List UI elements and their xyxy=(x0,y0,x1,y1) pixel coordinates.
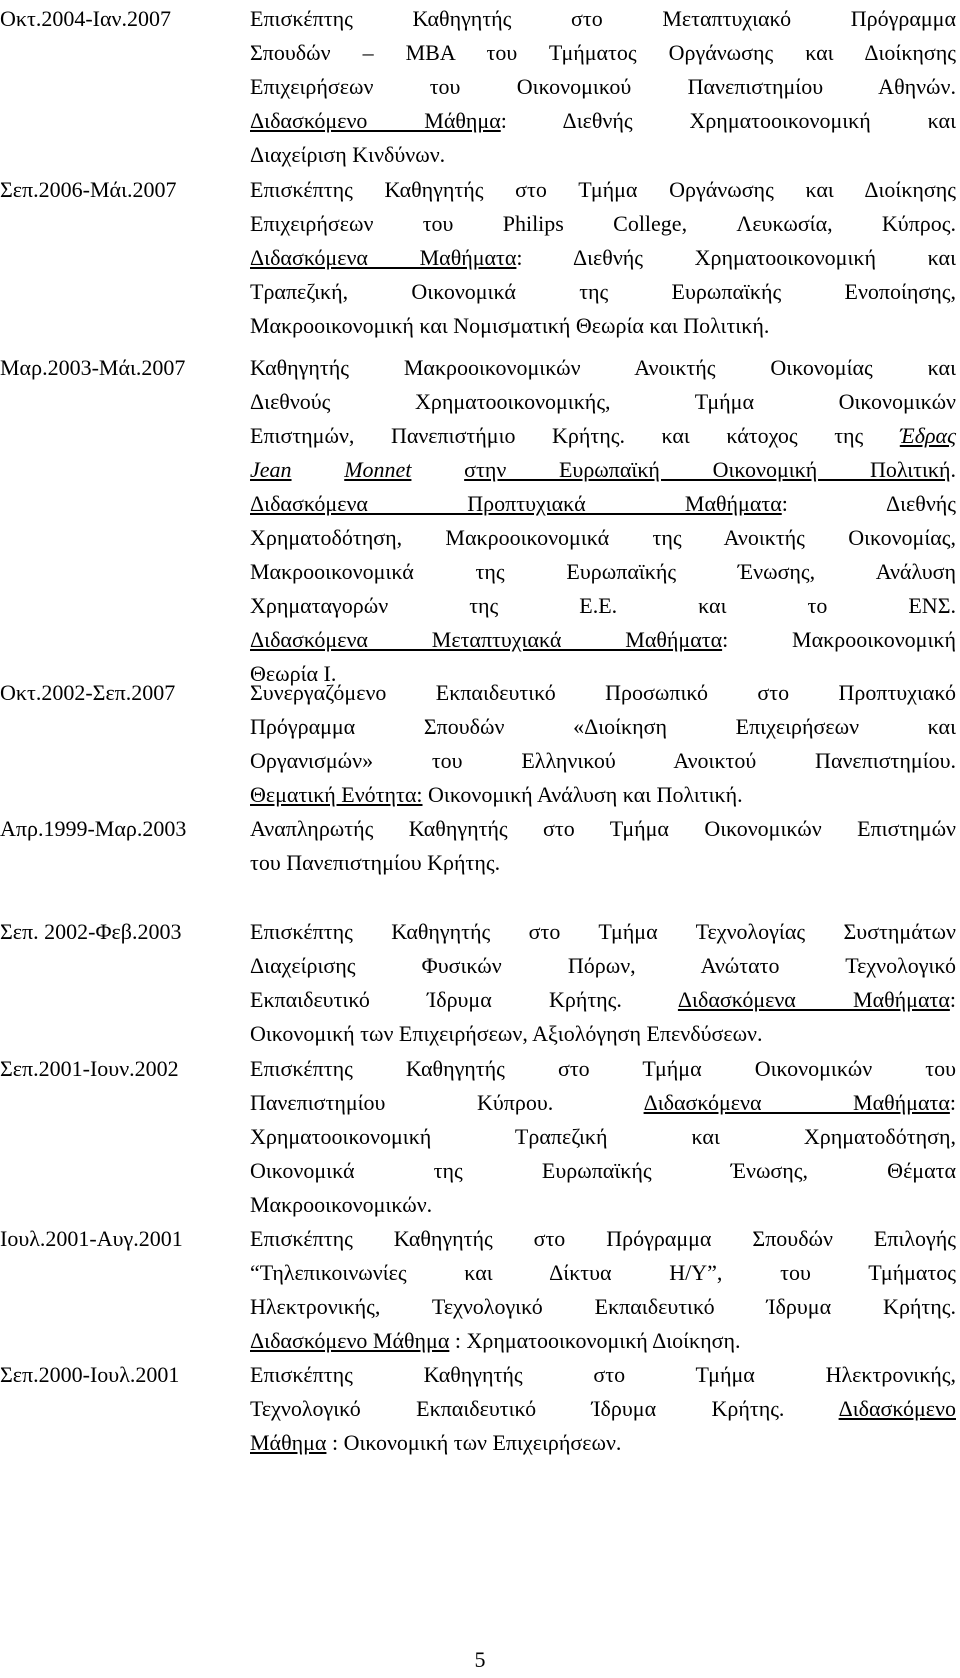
text-segment: Πρόγραμμα Σπουδών «Διοίκηση Επιχειρήσεων και xyxy=(250,714,956,739)
text-segment: Διαχείριση Κινδύνων. xyxy=(250,142,446,167)
page-number: 5 xyxy=(474,1647,486,1672)
text-segment: Επιχειρήσεων του Οικονομικού Πανεπιστημίου Αθηνών. xyxy=(250,74,956,99)
text-segment: Εκπαιδευτικό Ίδρυμα Κρήτης. xyxy=(250,987,678,1012)
underlined-text: Διδασκόμενο xyxy=(838,1396,956,1421)
entry-date: Σεπ.2006-Μάι.2007 xyxy=(0,177,177,202)
entry-description xyxy=(250,676,956,812)
description-line xyxy=(250,589,956,623)
text-segment: Επιστημών, Πανεπιστήμιο Κρήτης. και κάτοχος της xyxy=(250,423,900,448)
text-segment: Οικονομική των Επιχειρήσεων, Αξιολόγηση Επενδύσεων. xyxy=(250,1021,763,1046)
entry-date: Σεπ.2001-Ιουν.2002 xyxy=(0,1056,179,1081)
description-line xyxy=(250,915,956,949)
description-line xyxy=(250,555,956,589)
text-segment: Επισκέπτης Καθηγητής στο Πρόγραμμα Σπουδών Επιλογής xyxy=(250,1226,956,1251)
description-line xyxy=(250,241,956,275)
description-line xyxy=(250,744,956,778)
underlined-text: Jean xyxy=(250,457,292,482)
entry-description xyxy=(250,2,956,172)
description-line xyxy=(250,385,956,419)
description-line xyxy=(250,1188,956,1222)
text-segment: Επισκέπτης Καθηγητής στο Μεταπτυχιακό Πρόγραμμα xyxy=(250,6,956,31)
underlined-text: Monnet xyxy=(344,457,412,482)
description-line xyxy=(250,1052,956,1086)
text-segment: Διαχείρισης Φυσικών Πόρων, Ανώτατο Τεχνολογικό xyxy=(250,953,956,978)
description-line xyxy=(250,36,956,70)
description-line xyxy=(250,104,956,138)
description-line xyxy=(250,521,956,555)
description-line xyxy=(250,1392,956,1426)
text-segment: : xyxy=(949,987,956,1012)
description-line xyxy=(250,1017,956,1051)
text-segment: Οικονομική Ανάλυση και Πολιτική. xyxy=(422,782,743,807)
text-segment: : Χρηματοοικονομική Διοίκηση. xyxy=(449,1328,741,1353)
description-line xyxy=(250,1426,956,1460)
text-segment: Χρηματαγορών της Ε.Ε. και το ΕΝΣ. xyxy=(250,593,956,618)
underlined-text: Διδασκόμενα Μαθήματα xyxy=(643,1090,950,1115)
entry-date: Ιουλ.2001-Αυγ.2001 xyxy=(0,1226,183,1251)
text-segment: Σπουδών – MBA του Τμήματος Οργάνωσης και Διοίκησης xyxy=(250,40,956,65)
text-segment xyxy=(411,457,464,482)
underlined-text: Διδασκόμενα Προπτυχιακά Μαθήματα xyxy=(250,491,782,516)
entry-description xyxy=(250,173,956,343)
description-line xyxy=(250,1222,956,1256)
entry-description xyxy=(250,351,956,691)
text-segment: Διεθνούς Χρηματοοικονομικής, Τμήμα Οικονομικών xyxy=(250,389,956,414)
description-line xyxy=(250,846,956,880)
text-segment: του Πανεπιστημίου Κρήτης. xyxy=(250,850,501,875)
description-line xyxy=(250,173,956,207)
description-line xyxy=(250,1358,956,1392)
description-line xyxy=(250,309,956,343)
underlined-text: στην Ευρωπαϊκή Οικονομική Πολιτική xyxy=(464,457,951,482)
text-segment: Οργανισμών» του Ελληνικού Ανοικτού Πανεπιστημίου. xyxy=(250,748,956,773)
text-segment: Ηλεκτρονικής, Τεχνολογικό Εκπαιδευτικό Ίδρυμα Κρήτης. xyxy=(250,1294,956,1319)
description-line xyxy=(250,1086,956,1120)
description-line xyxy=(250,138,956,172)
description-line xyxy=(250,710,956,744)
entry-date: Σεπ.2000-Ιουλ.2001 xyxy=(0,1362,180,1387)
description-line xyxy=(250,983,956,1017)
underlined-text: Διδασκόμενα Μαθήματα xyxy=(250,245,517,270)
description-line xyxy=(250,1324,956,1358)
entry-date: Απρ.1999-Μαρ.2003 xyxy=(0,816,187,841)
text-segment: : xyxy=(949,1090,956,1115)
description-line xyxy=(250,1290,956,1324)
description-line xyxy=(250,676,956,710)
underlined-text: Διδασκόμενο Μάθημα xyxy=(250,1328,450,1353)
text-segment: : Διεθνής xyxy=(781,491,956,516)
description-line xyxy=(250,778,956,812)
text-segment: : Μακροοικονομική xyxy=(722,627,956,652)
entry-date: Μαρ.2003-Μάι.2007 xyxy=(0,355,186,380)
description-line xyxy=(250,419,956,453)
entry-description xyxy=(250,1358,956,1460)
text-segment: Επισκέπτης Καθηγητής στο Τμήμα Οικονομικών του xyxy=(250,1056,956,1081)
description-line xyxy=(250,2,956,36)
text-segment: . xyxy=(950,457,957,482)
text-segment: : Διεθνής Χρηματοοικονομική και xyxy=(500,108,956,133)
text-segment xyxy=(292,457,345,482)
entry-description xyxy=(250,812,956,880)
text-segment: Επιχειρήσεων του Philips College, Λευκωσία, Κύπρος. xyxy=(250,211,956,236)
text-segment: Χρηματοοικονομική Τραπεζική και Χρηματοδότηση, xyxy=(250,1124,956,1149)
description-line xyxy=(250,487,956,521)
text-segment: Μακροοικονομικά της Ευρωπαϊκής Ένωσης, Ανάλυση xyxy=(250,559,956,584)
entry-description xyxy=(250,1222,956,1358)
text-segment: Μακροοικονομικών. xyxy=(250,1192,433,1217)
description-line xyxy=(250,207,956,241)
text-segment: Επισκέπτης Καθηγητής στο Τμήμα Οργάνωσης και Διοίκησης xyxy=(250,177,956,202)
text-segment: Επισκέπτης Καθηγητής στο Τμήμα Ηλεκτρονικής, xyxy=(250,1362,956,1387)
text-segment: Θεωρία Ι. xyxy=(250,661,337,686)
description-line xyxy=(250,453,956,487)
text-segment: Επισκέπτης Καθηγητής στο Τμήμα Τεχνολογίας Συστημάτων xyxy=(250,919,956,944)
description-line xyxy=(250,1120,956,1154)
text-segment: Τραπεζική, Οικονομικά της Ευρωπαϊκής Ενοποίησης, xyxy=(250,279,956,304)
text-segment: Τεχνολογικό Εκπαιδευτικό Ίδρυμα Κρήτης. xyxy=(250,1396,839,1421)
text-segment: Χρηματοδότηση, Μακροοικονομικά της Ανοικτής Οικονομίας, xyxy=(250,525,956,550)
text-segment: Οικονομικά της Ευρωπαϊκής Ένωσης, Θέματα xyxy=(250,1158,956,1183)
underlined-text: Θεματική Ενότητα: xyxy=(250,782,423,807)
text-segment: : Διεθνής Χρηματοοικονομική και xyxy=(516,245,956,270)
entry-date: Οκτ.2004-Ιαν.2007 xyxy=(0,6,171,31)
entry-description xyxy=(250,915,956,1051)
underlined-text: Διδασκόμενο Μάθημα xyxy=(250,108,501,133)
description-line xyxy=(250,70,956,104)
underlined-text: Μάθημα xyxy=(250,1430,327,1455)
text-segment: : Οικονομική των Επιχειρήσεων. xyxy=(326,1430,622,1455)
text-segment: Αναπληρωτής Καθηγητής στο Τμήμα Οικονομικών Επιστημών xyxy=(250,816,956,841)
description-line xyxy=(250,949,956,983)
underlined-text: Διδασκόμενα Μεταπτυχιακά Μαθήματα xyxy=(250,627,723,652)
underlined-text: Έδρας xyxy=(899,423,956,448)
description-line xyxy=(250,1256,956,1290)
description-line xyxy=(250,275,956,309)
description-line xyxy=(250,351,956,385)
entry-date: Σεπ. 2002-Φεβ.2003 xyxy=(0,919,182,944)
description-line xyxy=(250,623,956,657)
underlined-text: Διδασκόμενα Μαθήματα xyxy=(677,987,950,1012)
text-segment: “Τηλεπικοινωνίες και Δίκτυα Η/Υ”, του Τμήματος xyxy=(250,1260,956,1285)
entry-date: Οκτ.2002-Σεπ.2007 xyxy=(0,680,176,705)
entry-description xyxy=(250,1052,956,1222)
text-segment: Πανεπιστημίου Κύπρου. xyxy=(250,1090,644,1115)
description-line xyxy=(250,812,956,846)
description-line xyxy=(250,1154,956,1188)
text-segment: Συνεργαζόμενο Εκπαιδευτικό Προσωπικό στο Προπτυχιακό xyxy=(250,680,956,705)
text-segment: Μακροοικονομική και Νομισματική Θεωρία και Πολιτική. xyxy=(250,313,770,338)
text-segment: Καθηγητής Μακροοικονομικών Ανοικτής Οικονομίας και xyxy=(250,355,956,380)
